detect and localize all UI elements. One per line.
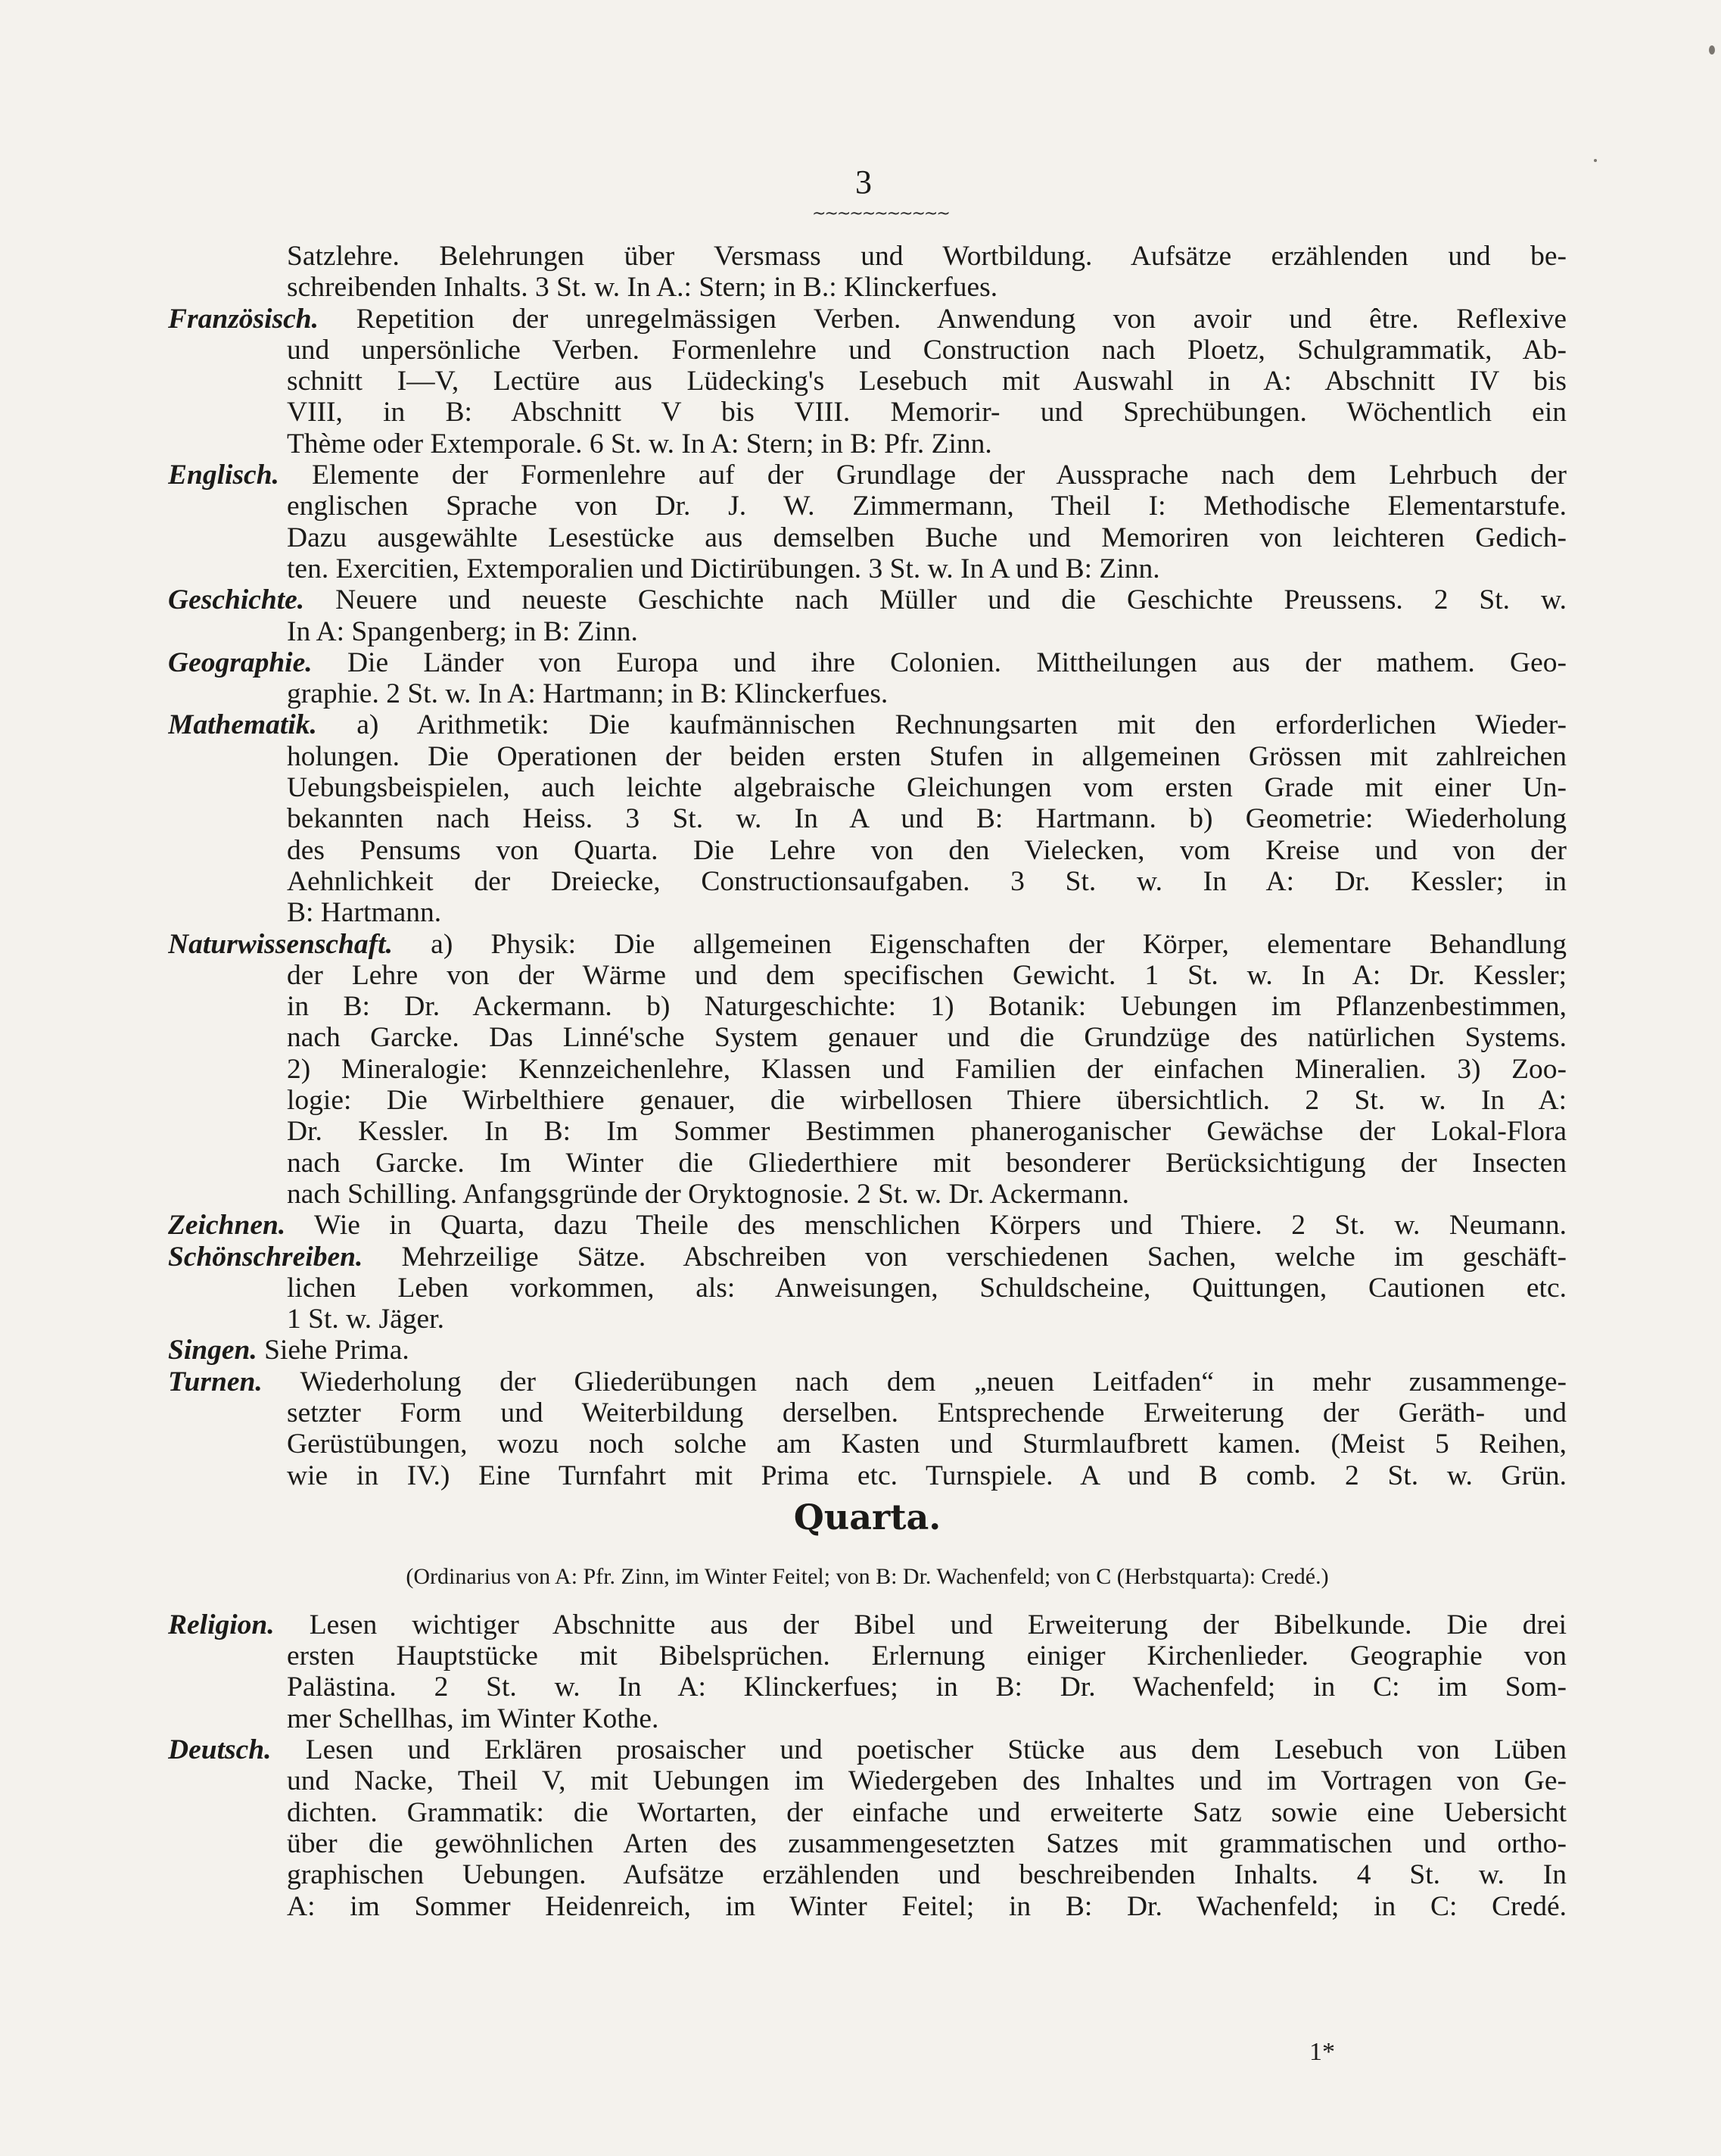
text-line (168, 1640, 1567, 1672)
text-line (168, 1891, 1567, 1922)
line-text: und Nacke, Theil V, mit Uebungen im Wiedergeben des Inhaltes und im Vortragen von Ge- (287, 1765, 1567, 1797)
text-line (168, 335, 1567, 366)
text-line (168, 1242, 1567, 1273)
subject-label: Zeichnen. (168, 1210, 286, 1242)
subject-label: Geographie. (168, 646, 313, 678)
line-text: Wiederholung der Gliederübungen nach dem „neuen Leitfaden“ in mehr zusammenge- (300, 1366, 1567, 1397)
line-text: graphischen Uebungen. Aufsätze erzählenden und beschreibenden Inhalts. 4 St. w. In (287, 1859, 1567, 1891)
line-text: Lesen wichtiger Abschnitte aus der Bibel und Erweiterung der Bibelkunde. Die drei (309, 1609, 1567, 1640)
text-line (168, 491, 1567, 522)
text-line (168, 1054, 1567, 1085)
text-line (168, 1304, 1567, 1335)
ordinarius-note: (Ordinarius von A: Pfr. Zinn, im Winter Feitel; von B: Dr. Wachenfeld; von C (Herbstquarta): Credé.) (406, 1563, 1329, 1589)
subject-label: Englisch. (168, 460, 279, 491)
line-text: und unpersönliche Verben. Formenlehre und Construction nach Ploetz, Schulgrammatik, Ab- (287, 334, 1567, 366)
line-text: 2) Mineralogie: Kennzeichenlehre, Klassen und Familien der einfachen Mineralien. 3) Zoo- (287, 1053, 1567, 1085)
line-text: dichten. Grammatik: die Wortarten, der einfache und erweiterte Satz sowie eine Uebersicht (287, 1796, 1567, 1828)
paper-speck (1594, 159, 1597, 162)
subject-label: Singen. (168, 1335, 257, 1366)
line-text: bekannten nach Heiss. 3 St. w. In A und B: Hartmann. b) Geometrie: Wiederholung (287, 803, 1567, 835)
line-text: 1 St. w. Jäger. (287, 1304, 444, 1335)
text-line (168, 1859, 1567, 1890)
text-line (168, 522, 1567, 553)
text-line (168, 1335, 1567, 1366)
ornament-rule: ~~~~~~~~~~~ (812, 204, 949, 223)
line-text: Gerüstübungen, wozu noch solche am Kasten und Sturmlaufbrett kamen. (Meist 5 Reihen, (287, 1429, 1567, 1460)
text-line (168, 584, 1567, 615)
line-text: ersten Hauptstücke mit Bibelsprüchen. Erlernung einiger Kirchenlieder. Geographie von (287, 1640, 1567, 1672)
text-line (168, 991, 1567, 1022)
text-line (168, 960, 1567, 991)
line-text: nach Garcke. Im Winter die Gliederthiere mit besonderer Berücksichtigung der Insecten (287, 1147, 1567, 1179)
text-line (168, 741, 1567, 772)
line-text: über die gewöhnlichen Arten des zusammengesetzten Satzes mit grammatischen und ortho- (287, 1827, 1567, 1859)
subject-label: Geschichte. (168, 584, 305, 616)
text-line (168, 304, 1567, 335)
text-line (168, 1085, 1567, 1116)
text-line (168, 1179, 1567, 1210)
subject-list-tertia (168, 241, 1567, 1491)
text-line (168, 1797, 1567, 1828)
subject-label: Mathematik. (168, 709, 317, 741)
subject-label: Französisch. (168, 303, 319, 335)
line-text: Dazu ausgewählte Lesestücke aus demselben Buche und Memoriren von leichteren Gedich- (287, 522, 1567, 553)
line-text: In A: Spangenberg; in B: Zinn. (287, 615, 638, 647)
line-text: nach Garcke. Das Linné'sche System genauer und die Grundzüge des natürlichen Systems. (287, 1022, 1567, 1054)
signature-mark: 1* (1309, 2038, 1335, 2066)
text-line (168, 678, 1567, 709)
line-text: a) Arithmetik: Die kaufmännischen Rechnungsarten mit den erforderlichen Wieder- (356, 709, 1567, 741)
line-text: Repetition der unregelmässigen Verben. Anwendung von avoir und être. Reflexive (356, 303, 1567, 335)
text-line (168, 1765, 1567, 1796)
subject-label: Religion. (168, 1609, 275, 1640)
subject-label: Deutsch. (168, 1734, 272, 1766)
line-text: Uebungsbeispielen, auch leichte algebraische Gleichungen vom ersten Grade mit einer Un- (287, 772, 1567, 804)
subject-label: Turnen. (168, 1366, 263, 1397)
text-line (168, 709, 1567, 740)
text-line (168, 1273, 1567, 1304)
text-line (168, 1703, 1567, 1734)
subject-label: Schönschreiben. (168, 1241, 363, 1273)
text-line (168, 397, 1567, 428)
line-text: des Pensums von Quarta. Die Lehre von den Vielecken, vom Kreise und von der (287, 834, 1567, 866)
line-text: mer Schellhas, im Winter Kothe. (287, 1703, 659, 1734)
text-line (168, 1460, 1567, 1491)
line-text: Palästina. 2 St. w. In A: Klinckerfues; in B: Dr. Wachenfeld; in C: im Som- (287, 1672, 1567, 1703)
text-line (168, 1210, 1567, 1241)
paper-speck (1709, 45, 1715, 55)
subject-list-quarta (168, 1609, 1567, 1922)
text-line (168, 1429, 1567, 1460)
text-line (168, 1397, 1567, 1429)
line-text: Aehnlichkeit der Dreiecke, Constructionsaufgaben. 3 St. w. In A: Dr. Kessler; in (287, 865, 1567, 897)
text-line (168, 1609, 1567, 1640)
line-text: holungen. Die Operationen der beiden ersten Stufen in allgemeinen Grössen mit zahlreichen (287, 740, 1567, 772)
line-text: a) Physik: Die allgemeinen Eigenschaften der Körper, elementare Behandlung (431, 928, 1567, 960)
text-line (168, 241, 1567, 272)
text-line (168, 460, 1567, 491)
line-text: der Lehre von der Wärme und dem specifischen Gewicht. 1 St. w. In A: Dr. Kessler; (287, 959, 1567, 991)
line-text: graphie. 2 St. w. In A: Hartmann; in B: Klinckerfues. (287, 678, 889, 710)
subject-label: Naturwissenschaft. (168, 928, 393, 960)
line-text: setzter Form und Weiterbildung derselben. Entsprechende Erweiterung der Geräth- und (287, 1397, 1567, 1429)
line-text: in B: Dr. Ackermann. b) Naturgeschichte: 1) Botanik: Uebungen im Pflanzenbestimmen, (287, 991, 1567, 1023)
text-line (168, 1366, 1567, 1397)
line-text: ten. Exercitien, Extemporalien und Dictirübungen. 3 St. w. In A und B: Zinn. (287, 553, 1160, 584)
text-line (168, 835, 1567, 866)
line-text: nach Schilling. Anfangsgründe der Oryktognosie. 2 St. w. Dr. Ackermann. (287, 1178, 1130, 1210)
line-text: Neuere und neueste Geschichte nach Müller und die Geschichte Preussens. 2 St. w. (335, 584, 1567, 616)
line-text: Elemente der Formenlehre auf der Grundlage der Aussprache nach dem Lehrbuch der (312, 460, 1567, 491)
text-line (168, 616, 1567, 647)
text-line (168, 647, 1567, 678)
line-text: englischen Sprache von Dr. J. W. Zimmermann, Theil I: Methodische Elementarstufe. (287, 491, 1567, 522)
text-line (168, 272, 1567, 303)
text-line (168, 1672, 1567, 1703)
text-line (168, 1828, 1567, 1859)
line-text: logie: Die Wirbelthiere genauer, die wirbellosen Thiere übersichtlich. 2 St. w. In A: (287, 1085, 1567, 1117)
text-line (168, 803, 1567, 834)
line-text: Mehrzeilige Sätze. Abschreiben von verschiedenen Sachen, welche im geschäft- (401, 1241, 1567, 1273)
line-text: A: im Sommer Heidenreich, im Winter Feitel; in B: Dr. Wachenfeld; in C: Credé. (287, 1890, 1567, 1922)
text-line (168, 897, 1567, 928)
line-text: Siehe Prima. (264, 1335, 409, 1366)
text-line (168, 553, 1567, 584)
text-line (168, 929, 1567, 960)
text-line (168, 1148, 1567, 1179)
body-text (168, 241, 1567, 1922)
text-line (168, 1734, 1567, 1765)
text-line (168, 428, 1567, 460)
line-text: schnitt I—V, Lectüre aus Lüdecking's Lesebuch mit Auswahl in A: Abschnitt IV bis (287, 366, 1567, 397)
line-text: schreibenden Inhalts. 3 St. w. In A.: Stern; in B.: Klinckerfues. (287, 272, 998, 304)
line-text: lichen Leben vorkommen, als: Anweisungen, Schuldscheine, Quittungen, Cautionen etc. (287, 1272, 1567, 1304)
page-number: 3 (855, 164, 872, 201)
line-text: Thème oder Extemporale. 6 St. w. In A: Stern; in B: Pfr. Zinn. (287, 428, 992, 460)
text-line (168, 772, 1567, 803)
text-line (168, 366, 1567, 397)
line-text: Lesen und Erklären prosaischer und poetischer Stücke aus dem Lesebuch von Lüben (305, 1734, 1567, 1766)
line-text: Die Länder von Europa und ihre Colonien. Mittheilungen aus der mathem. Geo- (347, 646, 1567, 678)
line-text: B: Hartmann. (287, 897, 442, 929)
line-text: Wie in Quarta, dazu Theile des menschlichen Körpers und Thiere. 2 St. w. Neumann. (313, 1210, 1567, 1242)
line-text: wie in IV.) Eine Turnfahrt mit Prima etc. Turnspiele. A und B comb. 2 St. w. Grün. (287, 1460, 1567, 1491)
line-text: Satzlehre. Belehrungen über Versmass und Wortbildung. Aufsätze erzählenden und be- (287, 241, 1567, 272)
text-line (168, 1022, 1567, 1053)
text-line (168, 866, 1567, 897)
line-text: VIII, in B: Abschnitt V bis VIII. Memorir- und Sprechübungen. Wöchentlich ein (287, 397, 1567, 428)
section-heading: Quarta. (793, 1496, 941, 1538)
text-line (168, 1116, 1567, 1147)
line-text: Dr. Kessler. In B: Im Sommer Bestimmen phaneroganischer Gewächse der Lokal-Flora (287, 1116, 1567, 1148)
